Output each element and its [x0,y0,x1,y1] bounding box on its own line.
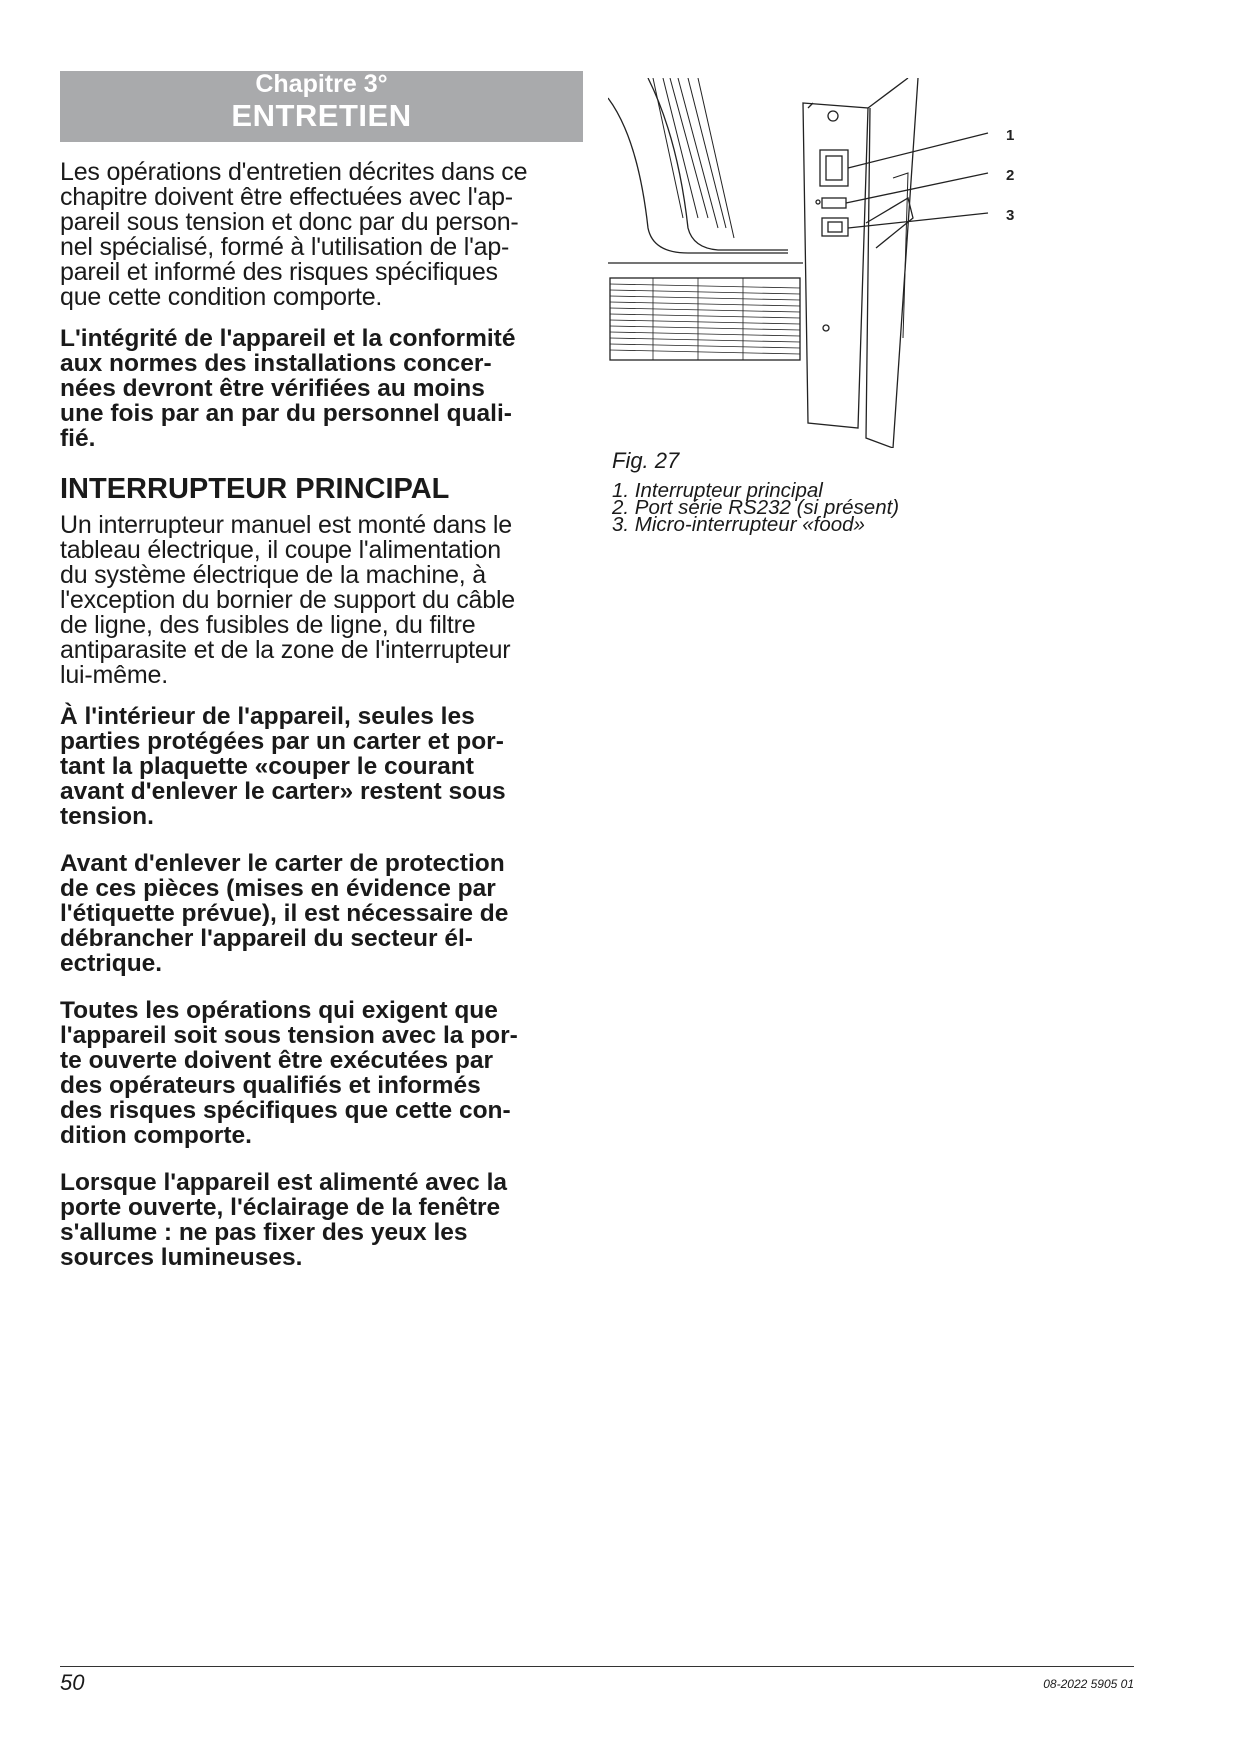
panel-plate [803,103,868,428]
main-text-column [60,160,590,1292]
screw-bottom [823,325,829,331]
figure-legend [612,479,900,536]
page-number: 50 [60,1670,85,1695]
text-line: tension. [60,803,154,830]
grille-lines [610,278,800,360]
text-line: avant d'enlever le carter» restent sous [60,778,506,805]
text-line: lui-même. [60,661,168,689]
text-line: Avant d'enlever le carter de protection [60,850,505,877]
text-line: L'intégrité de l'appareil et la conformité [60,325,516,352]
text-line: ectrique. [60,950,163,977]
text-line: Les opérations d'entretien décrites dans ce [60,158,528,186]
text-line: dition comporte. [60,1122,252,1149]
text-line: une fois par an par du personnel quali- [60,400,512,427]
callout-1: 1 [1006,127,1015,144]
text-line: À l'intérieur de l'appareil, seules les [60,703,475,730]
text-line: nel spécialisé, formé à l'utilisation de l'ap- [60,233,510,261]
text-line: l'appareil soit sous tension avec la por- [60,1022,518,1049]
text-line: Lorsque l'appareil est alimenté avec la [60,1169,508,1196]
text-line: l'exception du bornier de support du câble [60,586,516,614]
text-line: pareil et informé des risques spécifiques [60,258,498,286]
text-line: porte ouverte, l'éclairage de la fenêtre [60,1194,501,1221]
callout-3: 3 [1006,207,1015,224]
door-edge [866,78,918,448]
figure-caption: Fig. 27 [612,448,680,473]
text-line: de ligne, des fusibles de ligne, du filtre [60,611,476,639]
legend-item: 2. Port série RS232 (si présent) [612,496,900,519]
text-line: te ouverte doivent être exécutées par [60,1047,494,1074]
text-line: des opérateurs qualifiés et informés [60,1072,481,1099]
warning-paragraph [60,1170,590,1270]
micro-switch [822,218,848,236]
text-line: aux normes des installations concer- [60,350,492,377]
warning-paragraph [60,851,590,976]
text-line: nées devront être vérifiées au moins [60,375,485,402]
text-line: tableau électrique, il coupe l'alimentation [60,536,501,564]
text-line: pareil sous tension et donc par du person- [60,208,519,236]
text-line: l'étiquette prévue), il est nécessaire de [60,900,509,927]
serial-port [822,198,846,208]
leader-2 [846,173,988,203]
document-code: 08-2022 5905 01 [1043,1677,1134,1691]
figure-27-drawing [608,78,1038,448]
text-line: que cette condition comporte. [60,283,383,311]
text-line: sources lumineuses. [60,1244,303,1271]
callout-2: 2 [1006,167,1015,184]
screw-top [828,111,838,121]
footer-rule [60,1666,1134,1667]
section-paragraph [60,513,590,688]
text-line: des risques spécifiques que cette con- [60,1097,511,1124]
integrity-warning [60,326,590,451]
text-line: Un interrupteur manuel est monté dans le [60,511,512,539]
chapter-banner [60,71,583,142]
chapter-number: Chapitre 3° [255,70,388,98]
text-line: débrancher l'appareil du secteur él- [60,925,473,952]
text-line: s'allume : ne pas fixer des yeux les [60,1219,468,1246]
section-heading: INTERRUPTEUR PRINCIPAL [60,473,450,505]
legend-item: 3. Micro-interrupteur «food» [612,513,865,536]
legend-item: 1. Interrupteur principal [612,479,823,502]
text-line: Toutes les opérations qui exigent que [60,997,498,1024]
warning-paragraph [60,704,590,829]
text-line: tant la plaquette «couper le courant [60,753,474,780]
intro-paragraph [60,160,590,310]
text-line: parties protégées par un carter et por- [60,728,504,755]
text-line: chapitre doivent être effectuées avec l'ap- [60,183,513,211]
text-line: fié. [60,425,96,452]
chapter-title: ENTRETIEN [231,98,412,133]
warning-paragraph [60,998,590,1148]
text-line: de ces pièces (mises en évidence par [60,875,496,902]
text-line: du système électrique de la machine, à [60,561,486,589]
text-line: antiparasite et de la zone de l'interrupteur [60,636,511,664]
